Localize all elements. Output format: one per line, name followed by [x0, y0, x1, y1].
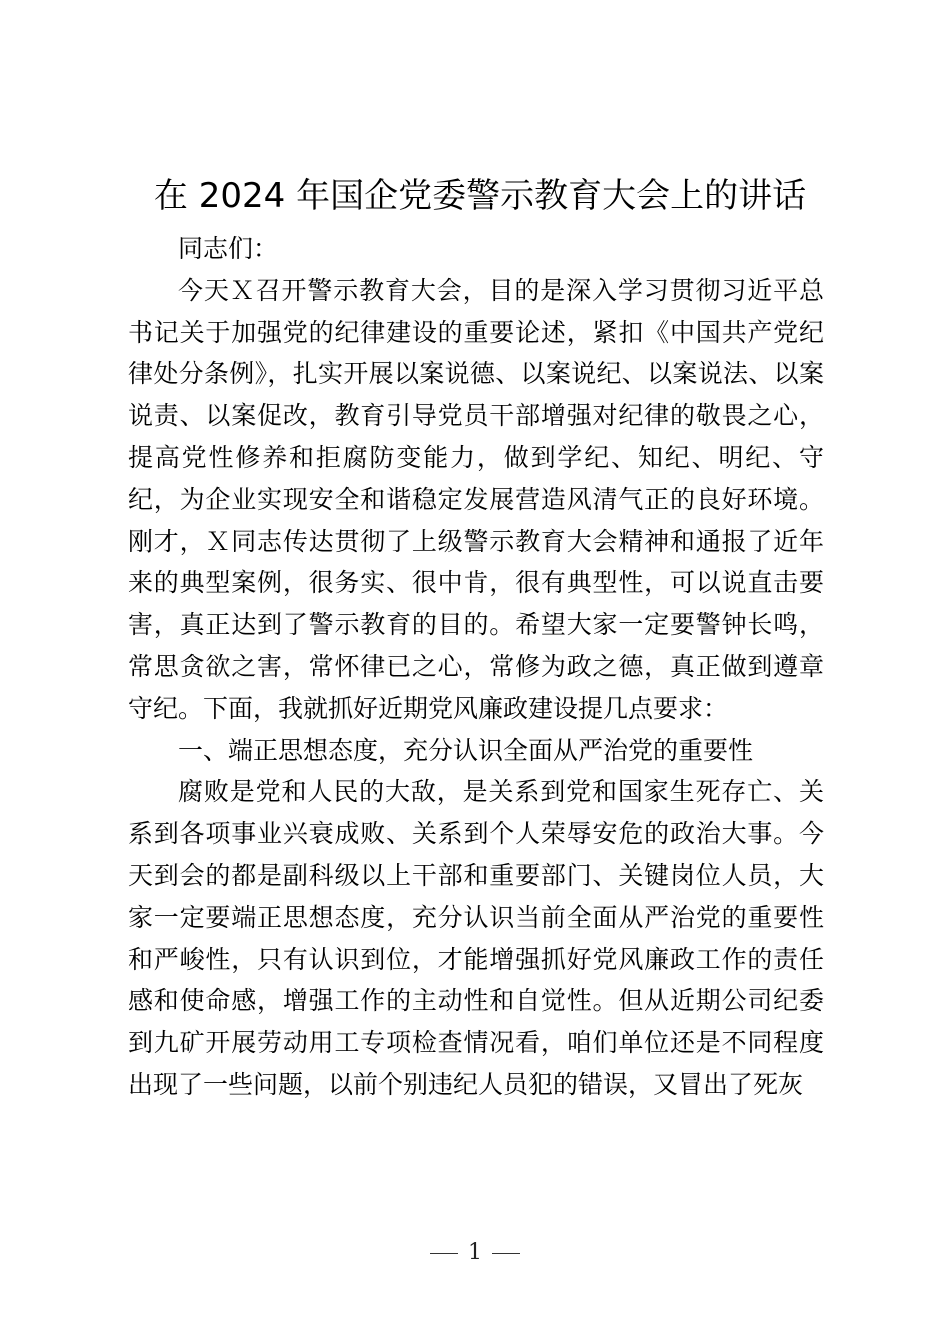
- document-title: 在 2024 年国企党委警示教育大会上的讲话: [153, 176, 807, 216]
- section-1-paragraph: 腐败是党和人民的大敌，是关系到党和国家生死存亡、关系到各项事业兴衰成败、关系到个人荣辱安危的政治大事。今天到会的都是副科级以上干部和重要部门、关键岗位人员，大家一定要端正思想态度，充分认识当前全面从严治党的重要性和严峻性，只有认识到位，才能增强抓好党风廉政工作的责任感和使命感，增强工作的主动性和自觉性。但从近期公司纪委到九矿开展劳动用工专项检查情况看，咱们单位还是不同程度出现了一些问题，以前个别违纪人员犯的错误，又冒出了死灰: [128, 777, 824, 1099]
- intro-paragraph: 今天Ｘ召开警示教育大会，目的是深入学习贯彻习近平总书记关于加强党的纪律建设的重要论述，紧扣《中国共产党纪律处分条例》，扎实开展以案说德、以案说纪、以案说法、以案说责、以案促改，教育引导党员干部增强对纪律的敬畏之心，提高党性修养和拒腐防变能力，做到学纪、知纪、明纪、守纪，为企业实现安全和谐稳定发展营造风清气正的良好环境。刚才，Ｘ同志传达贯彻了上级警示教育大会精神和通报了近年来的典型案例，很务实、很中肯，很有典型性，可以说直击要害，真正达到了警示教育的目的。希望大家一定要警钟长鸣，常思贪欲之害，常怀律已之心，常修为政之德，真正做到遵章守纪。下面，我就抓好近期党风廉政建设提几点要求：: [128, 275, 824, 723]
- page-number: 1: [468, 1240, 482, 1265]
- salutation-paragraph: 同志们：: [178, 234, 279, 263]
- document-body: [128, 228, 824, 1106]
- page-footer: [0, 1238, 950, 1268]
- footer-dash-right: [492, 1253, 520, 1254]
- footer-dash-left: [430, 1253, 458, 1254]
- section-heading-1: 一、端正思想态度，充分认识全面从严治党的重要性: [178, 735, 754, 765]
